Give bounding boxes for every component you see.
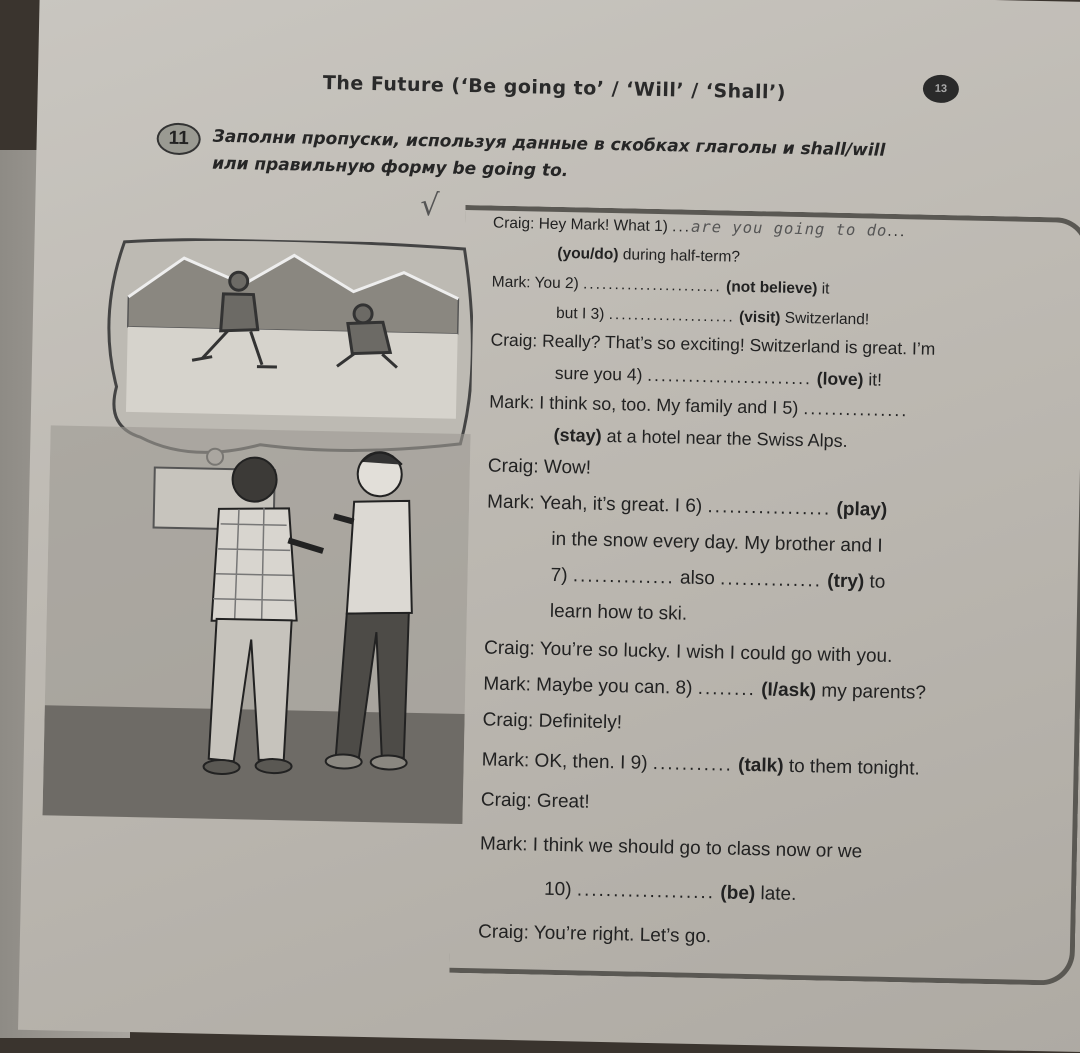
verb-hint: (play) <box>836 498 888 521</box>
line-text: You 2) <box>534 274 584 293</box>
line-text: Hey Mark! What 1) <box>538 215 673 236</box>
verb-hint: (love) <box>816 368 864 390</box>
line-text: to <box>864 571 886 593</box>
speaker: Mark: <box>491 273 531 292</box>
handwritten-answer: are you going to do <box>690 217 888 240</box>
line-text: Yeah, it’s great. I 6) <box>539 492 708 518</box>
speaker: Craig: <box>487 455 539 478</box>
dialogue-line <box>557 245 740 267</box>
speaker: Mark: <box>489 391 535 413</box>
dialogue-line <box>488 455 592 479</box>
line-text: Definitely! <box>538 710 623 734</box>
handwritten-check-mark: √ <box>419 188 440 224</box>
speaker: Craig: <box>490 329 538 351</box>
speaker: Mark: <box>483 673 532 696</box>
line-text: during half-term? <box>618 246 741 266</box>
blank-dots: ................. <box>707 496 832 520</box>
line-text: 10) <box>543 878 578 901</box>
dialogue-line <box>482 709 622 734</box>
exercise-number: 11 <box>156 122 201 155</box>
workbook-page <box>18 0 1080 1053</box>
line-text: learn how to ski. <box>549 600 688 625</box>
line-text: 7) <box>550 564 574 587</box>
line-text: You’re so lucky. I wish I could go with you. <box>539 638 893 667</box>
speaker: Mark: <box>481 749 530 772</box>
line-text: my parents? <box>815 680 927 704</box>
exercise-instruction <box>212 124 993 194</box>
blank-dots: .............. <box>572 565 675 589</box>
line-text: I think so, too. My family and I 5) <box>539 392 804 419</box>
line-text: it! <box>863 369 883 390</box>
page-number-badge: 13 <box>923 75 960 104</box>
line-text: Great! <box>536 790 590 813</box>
verb-hint: (visit) <box>738 308 781 327</box>
line-text: late. <box>754 883 797 906</box>
line-text: Really? That’s so exciting! Switzerland is great. I’m <box>541 330 936 359</box>
blank-dots: ........ <box>697 677 757 701</box>
instruction-line-1: Заполни пропуски, используя данные в скобках глаголы и shall/will <box>212 126 886 161</box>
page-title: The Future (‘Be going to’ / ‘Will’ / ‘Shall’) <box>322 71 787 104</box>
verb-hint: (not believe) <box>725 278 818 298</box>
dialogue-line <box>550 601 688 626</box>
dialogue-line <box>481 789 590 813</box>
speaker: Craig: <box>483 637 536 660</box>
blank-dots: .................... <box>608 305 735 326</box>
blank-dots: ................... <box>576 879 716 904</box>
blank-dots: ............... <box>803 398 909 421</box>
blank-dots: ...................... <box>582 275 722 296</box>
line-text: sure you 4) <box>554 362 648 385</box>
line-text: in the snow every day. My brother and I <box>551 528 883 557</box>
speaker: Craig: <box>482 709 534 732</box>
verb-hint: (be) <box>720 882 756 905</box>
verb-hint: (talk) <box>737 754 784 777</box>
blank-dots: ... <box>887 222 907 241</box>
instruction-line-2: или правильную форму be going to. <box>211 153 569 182</box>
speaker: Craig: <box>480 789 532 812</box>
speaker: Craig: <box>477 921 530 944</box>
line-text: Wow! <box>543 456 592 479</box>
speaker: Craig: <box>492 214 535 233</box>
line-text: but I 3) <box>555 304 609 323</box>
verb-hint: (you/do) <box>557 244 619 264</box>
line-text: at a hotel near the Swiss Alps. <box>601 425 848 452</box>
blank-dots: ........................ <box>647 364 813 389</box>
line-text: I think we should go to class now or we <box>532 834 863 863</box>
line-text: it <box>817 280 830 298</box>
verb-hint: (try) <box>827 570 865 593</box>
line-text: to them tonight. <box>783 755 920 780</box>
speaker: Mark: <box>479 833 528 856</box>
line-text: also <box>674 567 721 590</box>
blank-dots: ........... <box>652 753 734 776</box>
blank-dots: .............. <box>719 568 823 592</box>
line-text: OK, then. I 9) <box>534 750 654 775</box>
illustration-two-boys <box>42 235 474 829</box>
verb-hint: (stay) <box>553 424 602 446</box>
verb-hint: (I/ask) <box>760 679 817 702</box>
blank-dots: ... <box>671 218 692 236</box>
line-text: Maybe you can. 8) <box>535 674 698 699</box>
speaker: Mark: <box>486 491 535 514</box>
line-text: Switzerland! <box>780 309 870 329</box>
line-text: You’re right. Let’s go. <box>533 922 712 948</box>
